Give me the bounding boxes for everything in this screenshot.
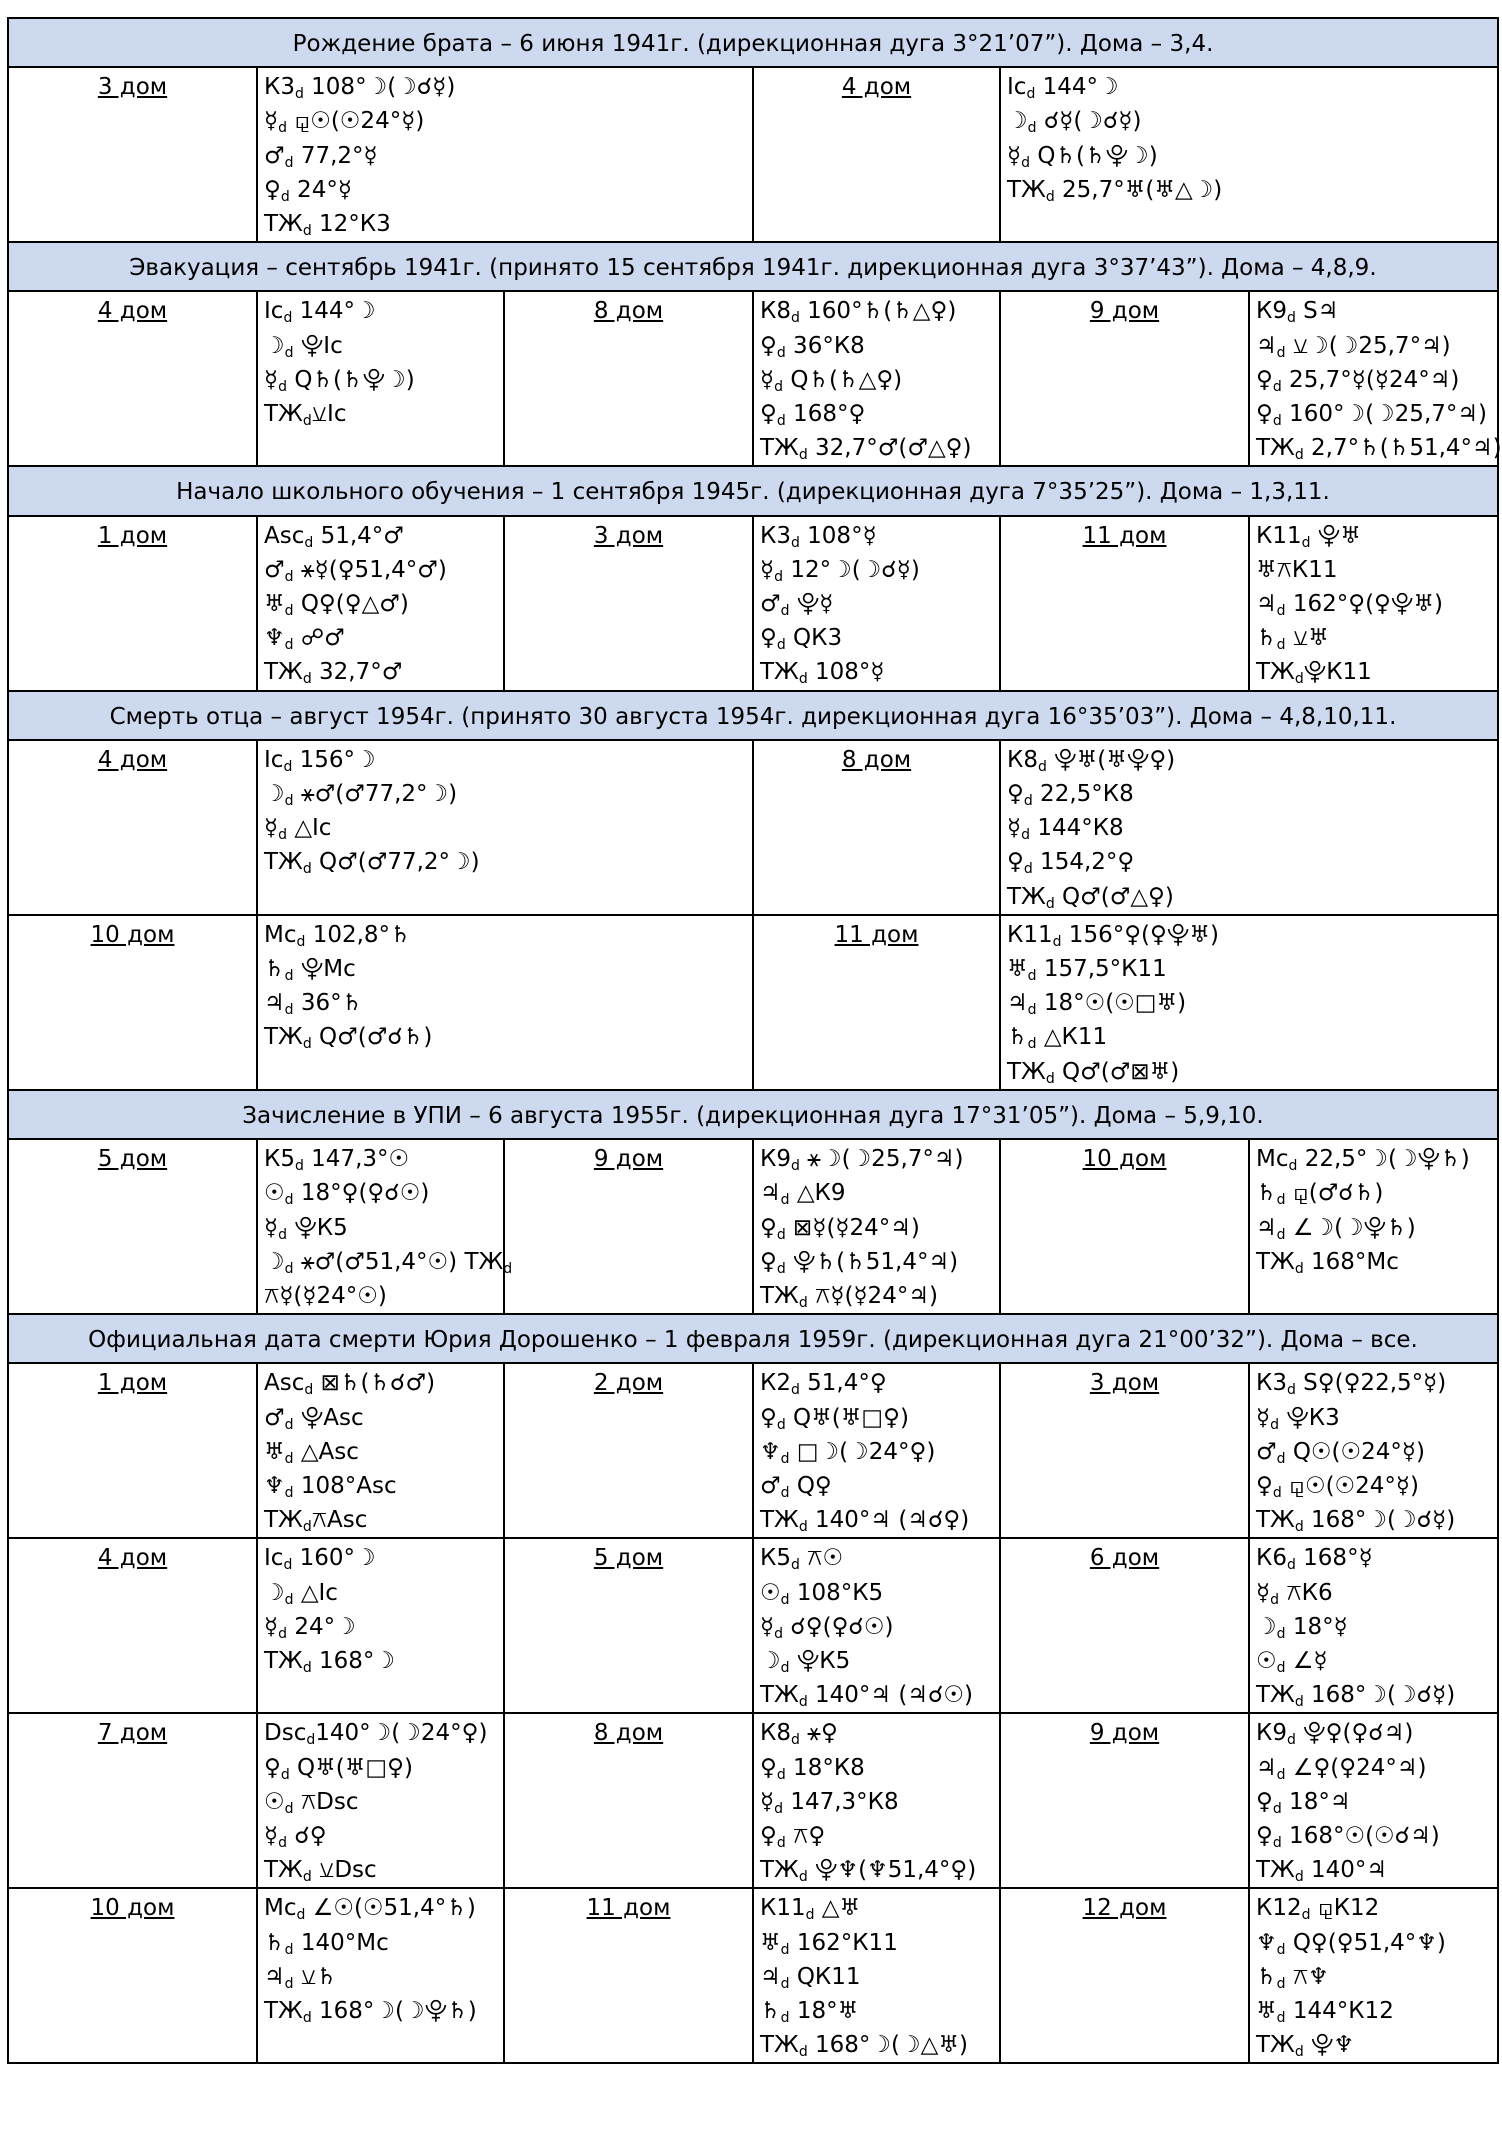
aspect-line: $К5_d$ 147,3°☉ — [264, 1146, 410, 1175]
section-header: Рождение брата – 6 июня 1941г. (дирекционная дуга 3°21’07”). Дома – 3,4. — [8, 18, 1498, 67]
section-header-row — [8, 242, 1498, 291]
aspects-cell — [753, 1888, 1000, 2063]
aspect-line: $♀_d$ Q♅(♅□♀) — [264, 1754, 413, 1783]
aspect-line: $☿_d$ ⚼☉(☉24°☿) — [264, 108, 425, 137]
aspect-line: Asc$_d$ 51,4°♂ — [264, 522, 404, 551]
aspect-line: $☽_d$ ⯓Ic — [264, 332, 343, 361]
aspects-cell — [257, 67, 753, 242]
aspect-line: $ТЖ_d$ 168°☽ — [264, 1647, 396, 1676]
aspect-line: $☽_d$ △Ic — [264, 1579, 338, 1608]
section-header-row — [8, 1090, 1498, 1139]
aspect-line: $♀_d$ 18°♃ — [1256, 1788, 1351, 1817]
aspect-line: $К8_d$ ⚹♀ — [760, 1720, 838, 1749]
aspect-line: $♆_d$ 108°Asc — [264, 1472, 397, 1501]
house-label: 8 дом — [504, 291, 753, 466]
aspect-line: $☿_d$ ☌♀(♀☌☉) — [760, 1613, 894, 1642]
table-row — [8, 1888, 1498, 2063]
aspect-line: $☿_d$ Q♄(♄△♀) — [760, 366, 903, 395]
aspect-line: $♃_d$ ∠☽(☽⯓♄) — [1256, 1214, 1416, 1243]
house-label: 5 дом — [8, 1139, 257, 1314]
aspect-line: $♀_d$ Q♅(♅□♀) — [760, 1404, 909, 1433]
house-label: 10 дом — [8, 1888, 257, 2063]
aspects-cell — [753, 1713, 1000, 1888]
aspect-line: $☉_d$ ⚻Dsc — [264, 1788, 359, 1817]
aspect-line: $Ic_d$ 156°☽ — [264, 746, 376, 775]
house-label: 10 дом — [8, 915, 257, 1090]
document-page — [7, 17, 1502, 2064]
aspect-line: $К3_d$ 108°☽(☽☌☿) — [264, 74, 456, 103]
house-label: 9 дом — [504, 1139, 753, 1314]
aspect-line: $♀_d$ ⚻♀ — [760, 1822, 826, 1851]
aspect-line: $☽_d$ ⯓К5 — [760, 1647, 851, 1676]
aspects-cell — [753, 516, 1000, 691]
aspect-line: $♃_d$ 18°☉(☉□♅) — [1007, 990, 1187, 1019]
table-row — [8, 1139, 1498, 1314]
aspect-line: $ТЖ_d$ Q♂(♂77,2°☽) — [264, 849, 480, 878]
aspect-line: $Mc_d$ ∠☉(☉51,4°♄) — [264, 1895, 476, 1924]
aspect-line: $К8_d$ ⯓♅(♅⯓♀) — [1007, 746, 1176, 775]
aspect-line: $♅_d$ 157,5°К11 — [1007, 956, 1167, 985]
house-label: 1 дом — [8, 516, 257, 691]
aspects-cell — [1000, 67, 1498, 242]
aspect-line: $☿_d$ 147,3°К8 — [760, 1788, 899, 1817]
aspect-line: $☿_d$ ⯓К3 — [1256, 1404, 1340, 1433]
aspect-line: $ТЖ_d$ 32,7°♂(♂△♀) — [760, 435, 972, 464]
directions-table — [7, 17, 1502, 2064]
aspect-line: $ТЖ_d$ ⯓♆(♆51,4°♀) — [760, 1857, 977, 1886]
house-label: 4 дом — [8, 1538, 257, 1713]
aspect-line: $☿_d$ ⚻К6 — [1256, 1579, 1333, 1608]
house-label: 1 дом — [8, 1363, 257, 1538]
aspect-line: $♀_d$ 36°К8 — [760, 332, 865, 361]
aspect-line: $♄_d$ △К11 — [1007, 1024, 1108, 1053]
aspect-line: $♀_d$ 25,7°☿(☿24°♃) — [1256, 366, 1460, 395]
aspect-line: $♂_d$ ⚹☿(♀51,4°♂) — [264, 556, 447, 585]
aspect-line: $♂_d$ 77,2°☿ — [264, 142, 378, 171]
aspect-line: $♃_d$ QК11 — [760, 1963, 861, 1992]
aspect-line: $♀_d$ 18°К8 — [760, 1754, 865, 1783]
aspect-line: $Ic_d$ 160°☽ — [264, 1545, 376, 1574]
table-row — [8, 1538, 1498, 1713]
aspects-cell — [257, 516, 504, 691]
aspect-line: $К6_d$ 168°☿ — [1256, 1545, 1373, 1574]
aspect-line: $♆_d$ □☽(☽24°♀) — [760, 1438, 936, 1467]
house-label: 8 дом — [504, 1713, 753, 1888]
aspect-line: $♀_d$ ⚼☉(☉24°☿) — [1256, 1472, 1420, 1501]
table-row — [8, 1713, 1498, 1888]
table-row — [8, 291, 1498, 466]
aspect-line: $Ic_d$ 144°☽ — [264, 298, 376, 327]
aspect-line: $ТЖ_d$ 140°♃ (♃☌♀) — [760, 1507, 970, 1536]
aspect-line: $К11_d$ △♅ — [760, 1895, 861, 1924]
table-body — [8, 18, 1502, 2063]
aspect-line: $Ic_d$ 144°☽ — [1007, 74, 1119, 103]
aspects-cell — [753, 291, 1000, 466]
aspect-line: $☿_d$ 144°К8 — [1007, 815, 1124, 844]
section-header: Зачисление в УПИ – 6 августа 1955г. (дирекционная дуга 17°31’05”). Дома – 5,9,10. — [8, 1090, 1498, 1139]
table-row — [8, 516, 1498, 691]
aspects-cell — [753, 1363, 1000, 1538]
aspect-line: ⚻☿(☿24°☉) — [264, 1282, 387, 1309]
aspect-line: $♂_d$ Q☉(☉24°☿) — [1256, 1438, 1425, 1467]
table-row — [8, 67, 1498, 242]
aspect-line: $☽_d$ 18°☿ — [1256, 1613, 1348, 1642]
aspect-line: $☿_d$ 24°☽ — [264, 1613, 356, 1642]
aspect-line: $К9_d$ S♃ — [1256, 298, 1339, 327]
aspect-line: $♄_d$ ⚺♅ — [1256, 625, 1329, 654]
aspect-line: $♀_d$ ⊠☿(☿24°♃) — [760, 1214, 920, 1243]
aspect-line: Dsc$_d$140°☽(☽24°♀) — [264, 1720, 488, 1749]
section-header: Начало школьного обучения – 1 сентября 1945г. (дирекционная дуга 7°35’25”). Дома – 1,3,11. — [8, 466, 1498, 515]
aspect-line: $ТЖ_d$ 2,7°♄(♄51,4°♃) — [1256, 435, 1502, 464]
aspects-cell — [257, 291, 504, 466]
aspects-cell — [257, 915, 753, 1090]
section-header-row — [8, 1314, 1498, 1363]
house-label: 4 дом — [753, 67, 1000, 242]
aspect-line: $☿_d$ 12°☽(☽☌☿) — [760, 556, 920, 585]
aspect-line: $♄_d$ 18°♅ — [760, 1997, 859, 2026]
aspect-line: $ТЖ_d$ 140°♃ — [1256, 1857, 1388, 1886]
aspect-line: $К12_d$ ⚼К12 — [1256, 1895, 1380, 1924]
aspect-line: $К3_d$ S♀(♀22,5°☿) — [1256, 1370, 1447, 1399]
aspect-line: $ТЖ_d$ Q♂(♂△♀) — [1007, 883, 1174, 912]
aspects-cell — [1000, 915, 1498, 1090]
aspect-line: $♄_d$ ⯓Mc — [264, 956, 356, 985]
house-label: 11 дом — [504, 1888, 753, 2063]
aspects-cell — [257, 1363, 504, 1538]
aspect-line: $Mc_d$ 22,5°☽(☽⯓♄) — [1256, 1146, 1470, 1175]
aspect-line: $ТЖ_d$ Q♂(♂⊠♅) — [1007, 1058, 1180, 1087]
aspect-line: $ТЖ_d$ 32,7°♂ — [264, 659, 403, 688]
aspect-line: $ТЖ_d$ ⚺Dsc — [264, 1857, 377, 1886]
house-label: 11 дом — [1000, 516, 1249, 691]
house-label: 4 дом — [8, 291, 257, 466]
aspects-cell — [257, 1713, 504, 1888]
table-row — [8, 915, 1498, 1090]
aspect-line: $♂_d$ ⯓Asc — [264, 1404, 364, 1433]
aspect-line: $☉_d$ ∠☿ — [1256, 1647, 1328, 1676]
aspect-line: $ТЖ_d$ 108°☿ — [760, 659, 885, 688]
aspect-line: $К8_d$ 160°♄(♄△♀) — [760, 298, 957, 327]
house-label: 5 дом — [504, 1538, 753, 1713]
house-label: 7 дом — [8, 1713, 257, 1888]
aspect-line: $♀_d$ 22,5°К8 — [1007, 781, 1134, 810]
aspect-line: $♀_d$ 168°☉(☉☌♃) — [1256, 1822, 1440, 1851]
aspects-cell — [1249, 291, 1502, 466]
aspect-line: $♄_d$ ⚻♆ — [1256, 1963, 1329, 1992]
aspect-line: $ТЖ_d⯓К11$ — [1256, 659, 1372, 688]
aspects-cell — [1249, 1139, 1498, 1314]
house-label: 3 дом — [8, 67, 257, 242]
aspect-line: $♀_d$ QК3 — [760, 625, 843, 654]
aspects-cell — [753, 1538, 1000, 1713]
aspect-line: $☿_d$ ⯓К5 — [264, 1214, 348, 1243]
aspect-line: ♅⚻К11 — [1256, 556, 1338, 583]
aspect-line: $♃_d$ ⚺♄ — [264, 1963, 337, 1992]
aspect-line: $ТЖ_d⚻Asc$ — [264, 1507, 368, 1536]
aspects-cell — [1249, 1363, 1498, 1538]
house-label: 11 дом — [753, 915, 1000, 1090]
house-label: 9 дом — [1000, 1713, 1249, 1888]
aspect-line: $♃_d$ ⚺☽(☽25,7°♃) — [1256, 332, 1451, 361]
aspect-line: $К5_d$ ⚻☉ — [760, 1545, 844, 1574]
aspects-cell — [1249, 1888, 1498, 2063]
aspect-line: $♃_d$ 162°♀(♀⯓♅) — [1256, 591, 1443, 620]
aspect-line: $ТЖ_d$ 168°☽(☽⯓♄) — [264, 1997, 477, 2026]
aspect-line: $ТЖ_d$ 12°К3 — [264, 211, 391, 240]
aspect-line: $ТЖ_d⚺Ic$ — [264, 401, 347, 430]
aspect-line: $☿_d$ △Ic — [264, 815, 332, 844]
house-label: 2 дом — [504, 1363, 753, 1538]
aspect-line: $☽_d$ ⚹♂(♂51,4°☉) $ТЖ_d$ — [264, 1248, 513, 1277]
aspects-cell — [753, 1139, 1000, 1314]
aspects-cell — [1000, 740, 1498, 915]
aspect-line: $ТЖ_d$ 25,7°♅(♅△☽) — [1007, 176, 1223, 205]
aspect-line: $♀_d$ 168°♀ — [760, 401, 866, 430]
aspect-line: $♅_d$ 162°К11 — [760, 1929, 898, 1958]
aspect-line: $♀_d$ 160°☽(☽25,7°♃) — [1256, 401, 1487, 430]
table-row — [8, 1363, 1498, 1538]
aspect-line: $К9_d$ ⚹☽(☽25,7°♃) — [760, 1146, 964, 1175]
section-header: Эвакуация – сентябрь 1941г. (принято 15 сентября 1941г. дирекционная дуга 3°37’43”). Дома – 4,8,9. — [8, 242, 1498, 291]
house-label: 6 дом — [1000, 1538, 1249, 1713]
house-label: 10 дом — [1000, 1139, 1249, 1314]
aspect-line: $ТЖ_d$ ⯓♆ — [1256, 2032, 1355, 2061]
house-label: 9 дом — [1000, 291, 1249, 466]
aspect-line: $♅_d$ Q♀(♀△♂) — [264, 591, 409, 620]
section-header-row — [8, 466, 1498, 515]
aspect-line: $♀_d$ 154,2°♀ — [1007, 849, 1135, 878]
aspect-line: $ТЖ_d$ 168°☽(☽△♅) — [760, 2032, 968, 2061]
aspect-line: $☉_d$ 18°♀(♀☌☉) — [264, 1180, 430, 1209]
aspect-line: $ТЖ_d$ 168°Mc — [1256, 1248, 1399, 1277]
aspects-cell — [257, 1888, 504, 2063]
aspect-line: $К3_d$ 108°☿ — [760, 522, 877, 551]
aspects-cell — [1249, 516, 1498, 691]
aspect-line: $К9_d$ ⯓♀(♀☌♃) — [1256, 1720, 1414, 1749]
section-header-row — [8, 18, 1498, 67]
aspect-line: Asc$_d$ ⊠♄(♄☌♂) — [264, 1370, 436, 1399]
aspect-line: $☽_d$ ☌☿(☽☌☿) — [1007, 108, 1142, 137]
aspect-line: $♃_d$ ∠♀(♀24°♃) — [1256, 1754, 1427, 1783]
aspect-line: $♆_d$ Q♀(♀51,4°♆) — [1256, 1929, 1446, 1958]
aspect-line: $ТЖ_d$ ⚻☿(☿24°♃) — [760, 1282, 938, 1311]
aspect-line: $☿_d$ ☌♀ — [264, 1822, 327, 1851]
aspect-line: $♅_d$ 144°К12 — [1256, 1997, 1394, 2026]
aspect-line: $К11_d$ 156°♀(♀⯓♅) — [1007, 921, 1219, 950]
aspect-line: $♅_d$ △Asc — [264, 1438, 359, 1467]
aspects-cell — [1249, 1713, 1498, 1888]
aspects-cell — [257, 740, 753, 915]
aspect-line: $Mc_d$ 102,8°♄ — [264, 921, 411, 950]
aspect-line: $ТЖ_d$ 168°☽(☽☌☿) — [1256, 1507, 1456, 1536]
aspect-line: $ТЖ_d$ Q♂(♂☌♄) — [264, 1024, 433, 1053]
house-label: 8 дом — [753, 740, 1000, 915]
aspect-line: $♄_d$ ⚼(♂☌♄) — [1256, 1180, 1384, 1209]
table-row — [8, 740, 1498, 915]
house-label: 3 дом — [504, 516, 753, 691]
aspect-line: $♄_d$ 140°Mc — [264, 1929, 389, 1958]
aspect-line: $☿_d$ Q♄(♄⯓☽) — [264, 366, 415, 395]
aspect-line: $К2_d$ 51,4°♀ — [760, 1370, 887, 1399]
aspect-line: $♀_d$ ⯓♄(♄51,4°♃) — [760, 1248, 959, 1277]
aspect-line: $♃_d$ 36°♄ — [264, 990, 363, 1019]
aspects-cell — [1249, 1538, 1498, 1713]
section-header: Смерть отца – август 1954г. (принято 30 августа 1954г. дирекционная дуга 16°35’03”). Дома – 4,8,10,11. — [8, 691, 1498, 740]
aspect-line: $☿_d$ Q♄(♄⯓☽) — [1007, 142, 1158, 171]
aspect-line: $К11_d$ ⯓♅ — [1256, 522, 1361, 551]
house-label: 12 дом — [1000, 1888, 1249, 2063]
aspect-line: $ТЖ_d$ 140°♃ (♃☌☉) — [760, 1682, 973, 1711]
aspect-line: $♀_d$ 24°☿ — [264, 176, 352, 205]
aspect-line: $☽_d$ ⚹♂(♂77,2°☽) — [264, 781, 458, 810]
section-header: Официальная дата смерти Юрия Дорошенко – 1 февраля 1959г. (дирекционная дуга 21°00’32”). Дома – все. — [8, 1314, 1498, 1363]
aspect-line: $☉_d$ 108°К5 — [760, 1579, 884, 1608]
aspect-line: $ТЖ_d$ 168°☽(☽☌☿) — [1256, 1682, 1456, 1711]
aspects-cell — [257, 1139, 513, 1314]
aspect-line: $♂_d$ ⯓☿ — [760, 591, 834, 620]
aspects-cell — [257, 1538, 504, 1713]
aspect-line: $♃_d$ △К9 — [760, 1180, 846, 1209]
house-label: 3 дом — [1000, 1363, 1249, 1538]
aspect-line: $♆_d$ ☍♂ — [264, 625, 345, 654]
section-header-row — [8, 691, 1498, 740]
aspect-line: $♂_d$ Q♀ — [760, 1472, 832, 1501]
house-label: 4 дом — [8, 740, 257, 915]
